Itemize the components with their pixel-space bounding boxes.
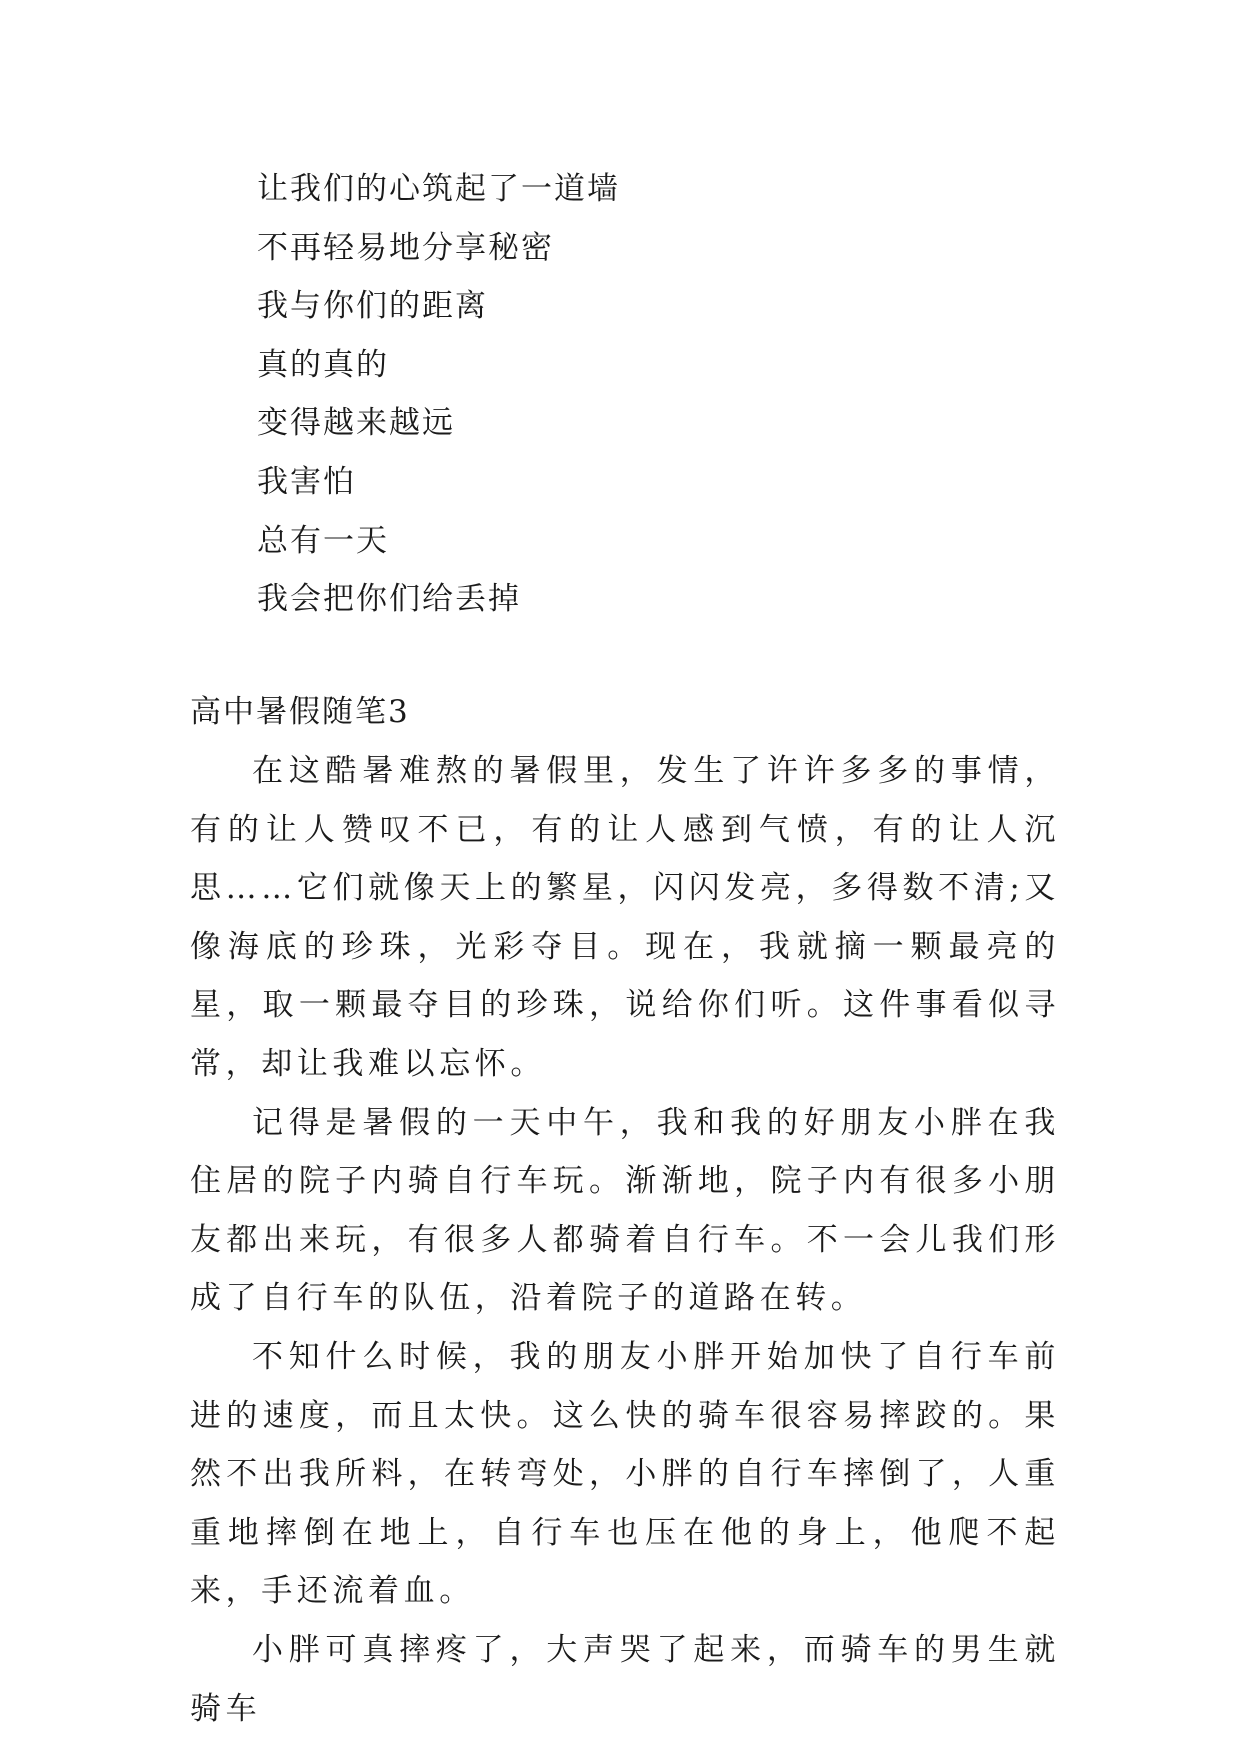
- essay-title: 高中暑假随笔3: [190, 694, 410, 730]
- poem-line: 我害怕: [257, 463, 356, 500]
- poem-line: 不再轻易地分享秘密: [257, 229, 554, 266]
- poem-line: 我与你们的距离: [257, 288, 488, 325]
- poem-line: 总有一天: [257, 522, 389, 559]
- essay-paragraph: 在这酷暑难熬的暑假里，发生了许许多多的事情，有的让人赞叹不已，有的让人感到气愤，有的让人沉思……它们就像天上的繁星，闪闪发亮，多得数不清;又像海底的珍珠，光彩夺目。现在，我就摘一颗最亮的星，取一颗最夺目的珍珠，说给你们听。这件事看似寻常，却让我难以忘怀。: [190, 753, 1060, 1082]
- essay-paragraph: 不知什么时候，我的朋友小胖开始加快了自行车前进的速度，而且太快。这么快的骑车很容易摔跤的。果然不出我所料，在转弯处，小胖的自行车摔倒了，人重重地摔倒在地上，自行车也压在他的身上，他爬不起来，手还流着血。: [190, 1338, 1060, 1610]
- essay-paragraph: 小胖可真摔疼了，大声哭了起来，而骑车的男生就骑车: [190, 1631, 1060, 1727]
- poem-line: 让我们的心筑起了一道墙: [257, 171, 620, 207]
- poem-line: 变得越来越远: [257, 405, 455, 442]
- poem-block: [257, 160, 1057, 629]
- essay-paragraph: 记得是暑假的一天中午，我和我的好朋友小胖在我住居的院子内骑自行车玩。渐渐地，院子内有很多小朋友都出来玩，有很多人都骑着自行车。不一会儿我们形成了自行车的队伍，沿着院子的道路在转。: [190, 1104, 1060, 1317]
- poem-line: 真的真的: [257, 346, 389, 383]
- poem-line: 我会把你们给丢掉: [257, 581, 521, 618]
- essay-body: [190, 742, 1060, 1738]
